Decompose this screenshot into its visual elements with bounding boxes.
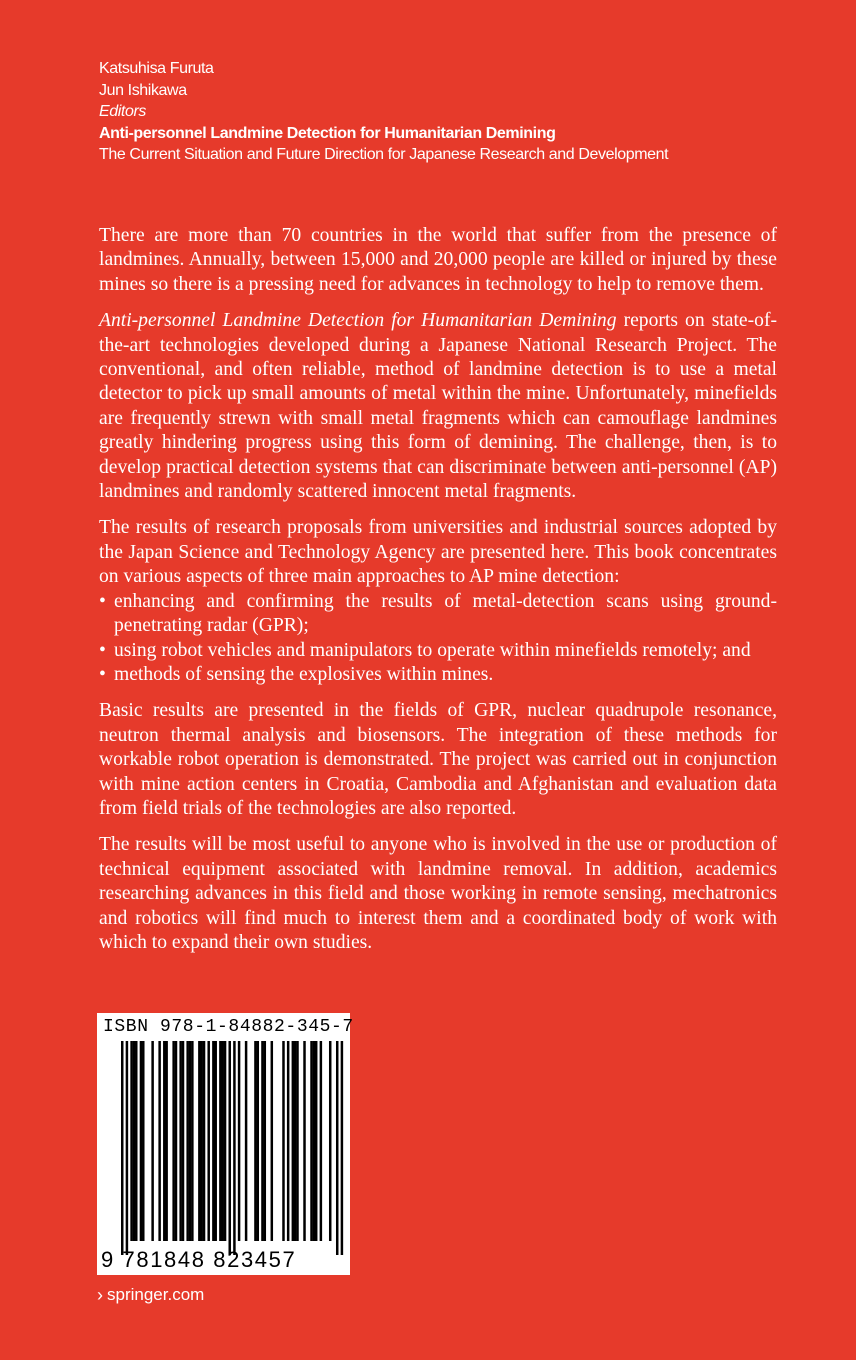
barcode-bar [238, 1041, 240, 1241]
blurb [99, 224, 777, 967]
barcode-bar [142, 1041, 144, 1241]
barcode-bar [294, 1041, 296, 1241]
paragraph-text: The results of research proposals from universities and industrial sources adopted by the Japan Science and Technology Agency are presented here. This book concentrates on various aspects of three main approaches to AP mine detection: [99, 517, 777, 588]
book-subtitle: The Current Situation and Future Direction for Japanese Research and Development [99, 146, 669, 163]
barcode-bar [189, 1041, 191, 1241]
barcode-bar [292, 1041, 294, 1241]
barcode-bar [313, 1041, 315, 1241]
barcode-bar [175, 1041, 177, 1241]
barcode-bar [224, 1041, 226, 1241]
barcode-bar [233, 1041, 235, 1255]
list-item-text: methods of sensing the explosives within mines. [114, 663, 494, 685]
isbn-barcode [97, 1013, 354, 1275]
barcode-bar [264, 1041, 266, 1241]
list-item [99, 639, 777, 663]
author-name: Katsuhisa Furuta [99, 60, 214, 77]
barcode-bar [191, 1041, 193, 1241]
editors-label: Editors [99, 103, 146, 120]
barcode-bar [135, 1041, 137, 1241]
barcode-bar [282, 1041, 284, 1241]
approach-list [99, 590, 777, 688]
barcode-bar [133, 1041, 135, 1241]
barcode-bar [245, 1041, 247, 1241]
barcode-bar [310, 1041, 312, 1241]
barcode-bar [121, 1041, 123, 1255]
barcode-bar [186, 1041, 188, 1241]
blurb-paragraph: Basic results are presented in the fields of GPR, nuclear quadrupole resonance, neutron thermal analysis and biosensors. The integration of these methods for workable robot operation is demonstrated. The project was carried out in conjunction with mine action centers in Croatia, Cambodia and Afghanistan and evaluation data from field trials of the technologies are also reported. [99, 700, 777, 819]
barcode-bar [165, 1041, 167, 1241]
bullet-icon: • [99, 639, 106, 661]
barcode-bars [97, 1013, 350, 1275]
paragraph-text: reports on state-of-the-art technologies developed during a Japanese National Research Project. The conventional, and often reliable, method of landmine detection is to use a metal detector to pick up small amounts of metal within the mine. Unfortunately, minefields are frequently strewn with small metal fragments which can camouflage landmines greatly hindering progress using this form of demining. The challenge, then, is to develop practical detection systems that can discriminate between anti-personnel (AP) landmines and randomly scattered innocent metal fragments. [99, 310, 777, 503]
barcode-bar [271, 1041, 273, 1241]
barcode-bar [126, 1041, 128, 1255]
barcode-bar [336, 1041, 338, 1255]
barcode-bar [320, 1041, 322, 1241]
inline-book-title: Anti-personnel Landmine Detection for Humanitarian Demining [99, 310, 617, 332]
barcode-bar [163, 1041, 165, 1241]
barcode-digits: 9 781848 823457 [101, 1247, 297, 1272]
barcode-bar [158, 1041, 160, 1241]
cover-header [99, 58, 819, 166]
barcode-bar [182, 1041, 184, 1241]
book-title: Anti-personnel Landmine Detection for Humanitarian Demining [99, 124, 556, 142]
barcode-bar [257, 1041, 259, 1241]
barcode-bar [261, 1041, 263, 1241]
barcode-bar [212, 1041, 214, 1241]
barcode-bar [296, 1041, 298, 1241]
list-item [99, 590, 777, 639]
blurb-paragraph [99, 516, 777, 589]
website-link[interactable]: springer.com [107, 1285, 205, 1304]
isbn-label: ISBN 978-1-84882-345-7 [103, 1017, 354, 1037]
barcode-bar [207, 1041, 209, 1241]
barcode-bar [329, 1041, 331, 1241]
author-name: Jun Ishikawa [99, 81, 187, 99]
barcode-bar [219, 1041, 221, 1241]
publisher-website[interactable] [97, 1285, 204, 1305]
barcode-bar [214, 1041, 216, 1241]
barcode-bar [254, 1041, 256, 1241]
barcode-bar [315, 1041, 317, 1241]
barcode-bar [140, 1041, 142, 1241]
barcode-bar [228, 1041, 230, 1255]
barcode-bar [200, 1041, 202, 1241]
barcode-bar [203, 1041, 205, 1241]
bullet-icon: • [99, 590, 106, 612]
barcode-bar [130, 1041, 132, 1241]
barcode-bar [151, 1041, 153, 1241]
barcode-bar [303, 1041, 305, 1241]
list-item-text: using robot vehicles and manipulators to operate within minefields remotely; and [114, 639, 751, 661]
blurb-paragraph: There are more than 70 countries in the world that suffer from the presence of landmines. Annually, between 15,000 and 20,000 people are killed or injured by these mines so there is a pressing need for advances in technology to help to remove them. [99, 225, 777, 295]
barcode-bar [341, 1041, 343, 1255]
bullet-icon: • [99, 663, 106, 685]
barcode-bar [287, 1041, 289, 1241]
barcode-bar [172, 1041, 174, 1241]
barcode-bar [221, 1041, 223, 1241]
barcode-bar [179, 1041, 181, 1241]
chevron-right-icon: › [97, 1285, 103, 1305]
barcode-bar [198, 1041, 200, 1241]
list-item-text: enhancing and confirming the results of metal-detection scans using ground-penetrating radar (GPR); [114, 590, 777, 637]
list-item [99, 663, 777, 687]
blurb-paragraph: The results will be most useful to anyone who is involved in the use or production of technical equipment associated with landmine removal. In addition, academics researching advances in this field and those working in remote sensing, mechatronics and robotics will find much to interest them and a coordinated body of work with which to expand their own studies. [99, 834, 777, 953]
blurb-paragraph [99, 309, 777, 504]
